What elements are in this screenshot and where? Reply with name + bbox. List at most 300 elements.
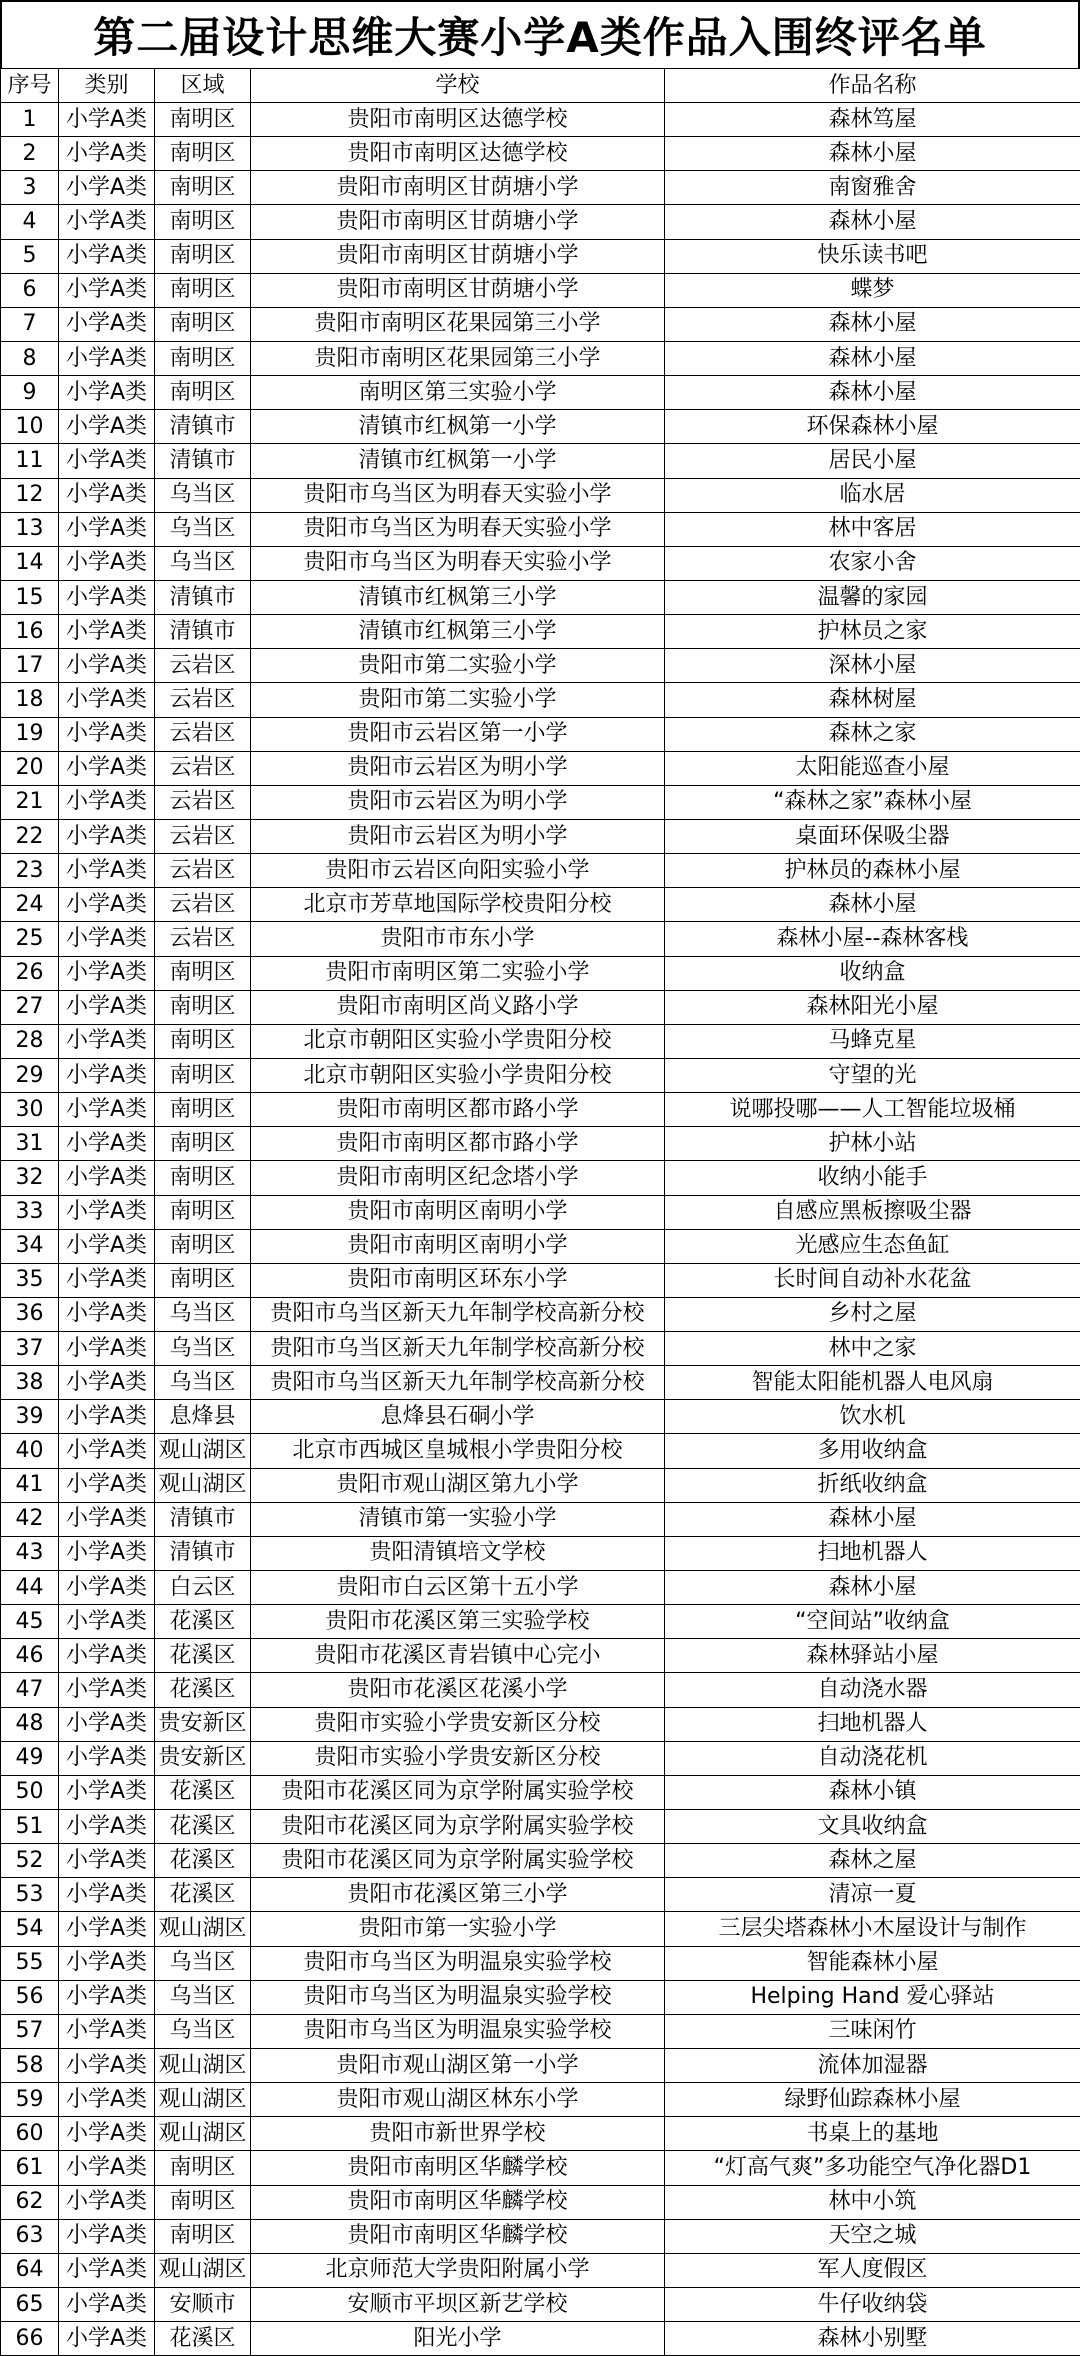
cell-index: 17 xyxy=(1,649,59,683)
cell-category: 小学A类 xyxy=(59,2083,155,2117)
cell-school: 安顺市平坝区新艺学校 xyxy=(251,2288,665,2322)
table-row xyxy=(1,307,1080,341)
cell-category: 小学A类 xyxy=(59,2049,155,2083)
cell-category: 小学A类 xyxy=(59,1229,155,1263)
cell-region: 安顺市 xyxy=(155,2288,251,2322)
cell-school: 贵阳市南明区甘荫塘小学 xyxy=(251,205,665,239)
cell-region: 观山湖区 xyxy=(155,1434,251,1468)
cell-region: 花溪区 xyxy=(155,1673,251,1707)
cell-index: 51 xyxy=(1,1810,59,1844)
cell-region: 花溪区 xyxy=(155,1844,251,1878)
table-row xyxy=(1,376,1080,410)
cell-region: 南明区 xyxy=(155,1195,251,1229)
cell-region: 云岩区 xyxy=(155,717,251,751)
cell-school: 贵阳市花溪区同为京学附属实验学校 xyxy=(251,1775,665,1809)
table-row xyxy=(1,717,1080,751)
cell-work-title: 三层尖塔森林小木屋设计与制作 xyxy=(665,1912,1080,1946)
cell-category: 小学A类 xyxy=(59,2014,155,2048)
cell-category: 小学A类 xyxy=(59,819,155,853)
cell-work-title: 森林阳光小屋 xyxy=(665,990,1080,1024)
cell-index: 28 xyxy=(1,1024,59,1058)
cell-school: 贵阳市花溪区同为京学附属实验学校 xyxy=(251,1844,665,1878)
cell-region: 观山湖区 xyxy=(155,2049,251,2083)
cell-index: 2 xyxy=(1,137,59,171)
cell-work-title: 光感应生态鱼缸 xyxy=(665,1229,1080,1263)
cell-category: 小学A类 xyxy=(59,1810,155,1844)
cell-work-title: 护林员之家 xyxy=(665,615,1080,649)
cell-index: 60 xyxy=(1,2117,59,2151)
cell-school: 贵阳市乌当区为明温泉实验学校 xyxy=(251,2014,665,2048)
table-row xyxy=(1,1707,1080,1741)
cell-index: 43 xyxy=(1,1536,59,1570)
cell-school: 贵阳市南明区达德学校 xyxy=(251,137,665,171)
cell-category: 小学A类 xyxy=(59,2151,155,2185)
cell-work-title: 森林小别墅 xyxy=(665,2322,1080,2356)
table-row xyxy=(1,1468,1080,1502)
cell-category: 小学A类 xyxy=(59,888,155,922)
cell-region: 南明区 xyxy=(155,2151,251,2185)
cell-category: 小学A类 xyxy=(59,1366,155,1400)
cell-category: 小学A类 xyxy=(59,1605,155,1639)
cell-index: 4 xyxy=(1,205,59,239)
cell-school: 贵阳市乌当区新天九年制学校高新分校 xyxy=(251,1332,665,1366)
cell-category: 小学A类 xyxy=(59,1980,155,2014)
cell-region: 南明区 xyxy=(155,307,251,341)
cell-work-title: 临水居 xyxy=(665,478,1080,512)
cell-school: 贵阳市云岩区第一小学 xyxy=(251,717,665,751)
cell-work-title: 守望的光 xyxy=(665,1058,1080,1092)
cell-category: 小学A类 xyxy=(59,1502,155,1536)
cell-index: 47 xyxy=(1,1673,59,1707)
table-row xyxy=(1,580,1080,614)
cell-index: 59 xyxy=(1,2083,59,2117)
cell-region: 乌当区 xyxy=(155,2014,251,2048)
table-row xyxy=(1,615,1080,649)
cell-region: 南明区 xyxy=(155,171,251,205)
cell-school: 贵阳市云岩区为明小学 xyxy=(251,751,665,785)
table-row xyxy=(1,1297,1080,1331)
cell-school: 贵阳市花溪区第三小学 xyxy=(251,1878,665,1912)
cell-region: 花溪区 xyxy=(155,1775,251,1809)
cell-index: 18 xyxy=(1,683,59,717)
cell-category: 小学A类 xyxy=(59,1707,155,1741)
cell-school: 贵阳市南明区尚义路小学 xyxy=(251,990,665,1024)
cell-region: 观山湖区 xyxy=(155,2253,251,2287)
column-header-school: 学校 xyxy=(251,69,665,103)
cell-work-title: 温馨的家园 xyxy=(665,580,1080,614)
cell-school: 贵阳市南明区环东小学 xyxy=(251,1263,665,1297)
cell-category: 小学A类 xyxy=(59,1775,155,1809)
table-row xyxy=(1,239,1080,273)
table-row xyxy=(1,1946,1080,1980)
table-row xyxy=(1,512,1080,546)
cell-school: 贵阳市观山湖区林东小学 xyxy=(251,2083,665,2117)
column-header-index: 序号 xyxy=(1,69,59,103)
cell-work-title: 森林驿站小屋 xyxy=(665,1639,1080,1673)
table-row xyxy=(1,137,1080,171)
table-row xyxy=(1,2117,1080,2151)
cell-school: 北京师范大学贵阳附属小学 xyxy=(251,2253,665,2287)
cell-school: 贵阳市花溪区青岩镇中心完小 xyxy=(251,1639,665,1673)
cell-work-title: 桌面环保吸尘器 xyxy=(665,819,1080,853)
cell-index: 55 xyxy=(1,1946,59,1980)
cell-category: 小学A类 xyxy=(59,854,155,888)
cell-category: 小学A类 xyxy=(59,341,155,375)
cell-school: 息烽县石硐小学 xyxy=(251,1400,665,1434)
column-header-category: 类别 xyxy=(59,69,155,103)
cell-region: 南明区 xyxy=(155,239,251,273)
cell-work-title: 饮水机 xyxy=(665,1400,1080,1434)
cell-region: 南明区 xyxy=(155,1058,251,1092)
cell-region: 花溪区 xyxy=(155,2322,251,2356)
cell-category: 小学A类 xyxy=(59,956,155,990)
cell-category: 小学A类 xyxy=(59,1844,155,1878)
cell-category: 小学A类 xyxy=(59,1673,155,1707)
cell-category: 小学A类 xyxy=(59,307,155,341)
cell-work-title: 自动浇水器 xyxy=(665,1673,1080,1707)
cell-work-title: 乡村之屋 xyxy=(665,1297,1080,1331)
cell-work-title: “森林之家”森林小屋 xyxy=(665,785,1080,819)
cell-work-title: 智能森林小屋 xyxy=(665,1946,1080,1980)
cell-region: 南明区 xyxy=(155,205,251,239)
cell-index: 63 xyxy=(1,2219,59,2253)
cell-region: 贵安新区 xyxy=(155,1741,251,1775)
table-row xyxy=(1,2322,1080,2356)
cell-region: 南明区 xyxy=(155,1263,251,1297)
cell-work-title: 森林小镇 xyxy=(665,1775,1080,1809)
cell-work-title: 牛仔收纳袋 xyxy=(665,2288,1080,2322)
table-row xyxy=(1,922,1080,956)
cell-category: 小学A类 xyxy=(59,1195,155,1229)
table-row xyxy=(1,273,1080,307)
cell-region: 南明区 xyxy=(155,341,251,375)
page-title: 第二届设计思维大赛小学A类作品入围终评名单 xyxy=(0,0,1080,68)
cell-region: 清镇市 xyxy=(155,410,251,444)
cell-school: 贵阳市乌当区为明温泉实验学校 xyxy=(251,1946,665,1980)
cell-category: 小学A类 xyxy=(59,478,155,512)
cell-school: 贵阳市云岩区向阳实验小学 xyxy=(251,854,665,888)
cell-index: 20 xyxy=(1,751,59,785)
cell-school: 阳光小学 xyxy=(251,2322,665,2356)
cell-work-title: 森林笃屋 xyxy=(665,103,1080,137)
cell-region: 南明区 xyxy=(155,1229,251,1263)
table-row xyxy=(1,1912,1080,1946)
table-row xyxy=(1,1639,1080,1673)
cell-category: 小学A类 xyxy=(59,1639,155,1673)
cell-region: 清镇市 xyxy=(155,1536,251,1570)
table-row xyxy=(1,649,1080,683)
cell-work-title: 居民小屋 xyxy=(665,444,1080,478)
cell-school: 北京市芳草地国际学校贵阳分校 xyxy=(251,888,665,922)
cell-work-title: 森林小屋 xyxy=(665,307,1080,341)
cell-index: 14 xyxy=(1,546,59,580)
cell-category: 小学A类 xyxy=(59,171,155,205)
cell-work-title: 书桌上的基地 xyxy=(665,2117,1080,2151)
cell-school: 贵阳市南明区达德学校 xyxy=(251,103,665,137)
cell-work-title: 绿野仙踪森林小屋 xyxy=(665,2083,1080,2117)
cell-index: 37 xyxy=(1,1332,59,1366)
cell-work-title: 深林小屋 xyxy=(665,649,1080,683)
cell-region: 南明区 xyxy=(155,273,251,307)
cell-school: 北京市朝阳区实验小学贵阳分校 xyxy=(251,1058,665,1092)
cell-school: 贵阳市南明区甘荫塘小学 xyxy=(251,273,665,307)
cell-school: 南明区第三实验小学 xyxy=(251,376,665,410)
cell-region: 花溪区 xyxy=(155,1810,251,1844)
cell-index: 57 xyxy=(1,2014,59,2048)
cell-work-title: 军人度假区 xyxy=(665,2253,1080,2287)
cell-category: 小学A类 xyxy=(59,990,155,1024)
cell-school: 贵阳市南明区花果园第三小学 xyxy=(251,341,665,375)
cell-category: 小学A类 xyxy=(59,1058,155,1092)
cell-region: 南明区 xyxy=(155,1127,251,1161)
cell-school: 贵阳市观山湖区第九小学 xyxy=(251,1468,665,1502)
cell-index: 45 xyxy=(1,1605,59,1639)
cell-work-title: 流体加湿器 xyxy=(665,2049,1080,2083)
cell-school: 贵阳市乌当区为明春天实验小学 xyxy=(251,546,665,580)
table-row xyxy=(1,2014,1080,2048)
table-row xyxy=(1,1571,1080,1605)
column-header-work-title: 作品名称 xyxy=(665,69,1080,103)
cell-region: 白云区 xyxy=(155,1571,251,1605)
cell-category: 小学A类 xyxy=(59,1024,155,1058)
cell-work-title: 林中小筑 xyxy=(665,2185,1080,2219)
cell-region: 南明区 xyxy=(155,956,251,990)
cell-school: 贵阳市南明区都市路小学 xyxy=(251,1093,665,1127)
table-row xyxy=(1,1502,1080,1536)
cell-index: 24 xyxy=(1,888,59,922)
cell-region: 观山湖区 xyxy=(155,1912,251,1946)
cell-school: 贵阳市云岩区为明小学 xyxy=(251,785,665,819)
cell-category: 小学A类 xyxy=(59,580,155,614)
cell-index: 65 xyxy=(1,2288,59,2322)
cell-category: 小学A类 xyxy=(59,1127,155,1161)
cell-region: 南明区 xyxy=(155,137,251,171)
cell-school: 贵阳市花溪区同为京学附属实验学校 xyxy=(251,1810,665,1844)
table-row xyxy=(1,546,1080,580)
cell-index: 52 xyxy=(1,1844,59,1878)
cell-region: 花溪区 xyxy=(155,1605,251,1639)
cell-index: 54 xyxy=(1,1912,59,1946)
cell-category: 小学A类 xyxy=(59,546,155,580)
table-row xyxy=(1,341,1080,375)
table-row xyxy=(1,444,1080,478)
cell-region: 云岩区 xyxy=(155,649,251,683)
table-row xyxy=(1,171,1080,205)
cell-school: 贵阳市乌当区为明春天实验小学 xyxy=(251,478,665,512)
cell-school: 贵阳市观山湖区第一小学 xyxy=(251,2049,665,2083)
cell-school: 贵阳市实验小学贵安新区分校 xyxy=(251,1741,665,1775)
cell-work-title: 农家小舍 xyxy=(665,546,1080,580)
cell-category: 小学A类 xyxy=(59,376,155,410)
cell-category: 小学A类 xyxy=(59,922,155,956)
cell-category: 小学A类 xyxy=(59,2117,155,2151)
cell-region: 南明区 xyxy=(155,1024,251,1058)
cell-school: 贵阳市南明区华麟学校 xyxy=(251,2185,665,2219)
cell-school: 贵阳市南明区第二实验小学 xyxy=(251,956,665,990)
table-row xyxy=(1,1161,1080,1195)
table-row xyxy=(1,205,1080,239)
cell-category: 小学A类 xyxy=(59,1536,155,1570)
table-row xyxy=(1,2151,1080,2185)
cell-region: 清镇市 xyxy=(155,1502,251,1536)
cell-category: 小学A类 xyxy=(59,2219,155,2253)
cell-work-title: 森林树屋 xyxy=(665,683,1080,717)
cell-school: 贵阳市南明区都市路小学 xyxy=(251,1127,665,1161)
cell-work-title: 扫地机器人 xyxy=(665,1536,1080,1570)
table-row xyxy=(1,1332,1080,1366)
cell-school: 北京市西城区皇城根小学贵阳分校 xyxy=(251,1434,665,1468)
cell-region: 贵安新区 xyxy=(155,1707,251,1741)
cell-category: 小学A类 xyxy=(59,512,155,546)
cell-work-title: 马蜂克星 xyxy=(665,1024,1080,1058)
cell-school: 贵阳市第二实验小学 xyxy=(251,649,665,683)
cell-work-title: 森林小屋 xyxy=(665,1502,1080,1536)
cell-region: 南明区 xyxy=(155,990,251,1024)
cell-category: 小学A类 xyxy=(59,205,155,239)
cell-work-title: 太阳能巡查小屋 xyxy=(665,751,1080,785)
cell-work-title: 自感应黑板擦吸尘器 xyxy=(665,1195,1080,1229)
cell-region: 乌当区 xyxy=(155,1980,251,2014)
cell-index: 44 xyxy=(1,1571,59,1605)
cell-work-title: 快乐读书吧 xyxy=(665,239,1080,273)
cell-index: 40 xyxy=(1,1434,59,1468)
table-row xyxy=(1,854,1080,888)
cell-work-title: 清凉一夏 xyxy=(665,1878,1080,1912)
table-row xyxy=(1,1366,1080,1400)
cell-index: 30 xyxy=(1,1093,59,1127)
cell-category: 小学A类 xyxy=(59,1332,155,1366)
table-row xyxy=(1,785,1080,819)
cell-region: 观山湖区 xyxy=(155,2117,251,2151)
cell-region: 云岩区 xyxy=(155,922,251,956)
cell-work-title: 环保森林小屋 xyxy=(665,410,1080,444)
table-row xyxy=(1,990,1080,1024)
cell-index: 8 xyxy=(1,341,59,375)
cell-category: 小学A类 xyxy=(59,1571,155,1605)
cell-work-title: 森林之屋 xyxy=(665,1844,1080,1878)
cell-index: 21 xyxy=(1,785,59,819)
table-row xyxy=(1,103,1080,137)
cell-category: 小学A类 xyxy=(59,444,155,478)
table-row xyxy=(1,1400,1080,1434)
cell-school: 贵阳市花溪区第三实验学校 xyxy=(251,1605,665,1639)
cell-work-title: Helping Hand 爱心驿站 xyxy=(665,1980,1080,2014)
cell-region: 云岩区 xyxy=(155,785,251,819)
cell-school: 贵阳市乌当区为明温泉实验学校 xyxy=(251,1980,665,2014)
cell-school: 贵阳清镇培文学校 xyxy=(251,1536,665,1570)
cell-index: 50 xyxy=(1,1775,59,1809)
cell-region: 南明区 xyxy=(155,103,251,137)
cell-school: 贵阳市市东小学 xyxy=(251,922,665,956)
cell-index: 10 xyxy=(1,410,59,444)
cell-category: 小学A类 xyxy=(59,1093,155,1127)
cell-region: 南明区 xyxy=(155,1161,251,1195)
cell-work-title: 森林之家 xyxy=(665,717,1080,751)
table-row xyxy=(1,1229,1080,1263)
table-row xyxy=(1,2253,1080,2287)
cell-category: 小学A类 xyxy=(59,1946,155,1980)
table-row xyxy=(1,956,1080,990)
cell-work-title: 森林小屋 xyxy=(665,888,1080,922)
table-row xyxy=(1,1605,1080,1639)
table-row xyxy=(1,1024,1080,1058)
table-row xyxy=(1,1878,1080,1912)
cell-category: 小学A类 xyxy=(59,2288,155,2322)
cell-work-title: 南窗雅舍 xyxy=(665,171,1080,205)
table-row xyxy=(1,410,1080,444)
cell-work-title: “空间站”收纳盒 xyxy=(665,1605,1080,1639)
cell-category: 小学A类 xyxy=(59,137,155,171)
cell-category: 小学A类 xyxy=(59,1468,155,1502)
cell-index: 23 xyxy=(1,854,59,888)
cell-school: 贵阳市第一实验小学 xyxy=(251,1912,665,1946)
table-row xyxy=(1,1263,1080,1297)
cell-index: 48 xyxy=(1,1707,59,1741)
finalist-table xyxy=(0,68,1080,2356)
table-row xyxy=(1,2219,1080,2253)
cell-school: 清镇市红枫第三小学 xyxy=(251,615,665,649)
table-header-row xyxy=(1,69,1080,103)
cell-work-title: 收纳小能手 xyxy=(665,1161,1080,1195)
cell-category: 小学A类 xyxy=(59,239,155,273)
cell-category: 小学A类 xyxy=(59,410,155,444)
cell-index: 39 xyxy=(1,1400,59,1434)
cell-region: 乌当区 xyxy=(155,478,251,512)
cell-index: 64 xyxy=(1,2253,59,2287)
cell-work-title: 森林小屋 xyxy=(665,1571,1080,1605)
cell-category: 小学A类 xyxy=(59,717,155,751)
cell-category: 小学A类 xyxy=(59,1263,155,1297)
table-row xyxy=(1,1093,1080,1127)
cell-work-title: 护林小站 xyxy=(665,1127,1080,1161)
cell-category: 小学A类 xyxy=(59,1297,155,1331)
cell-school: 贵阳市南明区甘荫塘小学 xyxy=(251,239,665,273)
cell-region: 云岩区 xyxy=(155,819,251,853)
cell-index: 9 xyxy=(1,376,59,410)
cell-work-title: 长时间自动补水花盆 xyxy=(665,1263,1080,1297)
cell-region: 乌当区 xyxy=(155,1366,251,1400)
table-row xyxy=(1,1536,1080,1570)
table-row xyxy=(1,478,1080,512)
cell-work-title: 森林小屋 xyxy=(665,341,1080,375)
table-row xyxy=(1,1980,1080,2014)
cell-index: 26 xyxy=(1,956,59,990)
table-row xyxy=(1,1434,1080,1468)
table-row xyxy=(1,2083,1080,2117)
cell-category: 小学A类 xyxy=(59,1878,155,1912)
cell-category: 小学A类 xyxy=(59,683,155,717)
cell-region: 乌当区 xyxy=(155,512,251,546)
cell-region: 乌当区 xyxy=(155,546,251,580)
cell-school: 贵阳市南明区甘荫塘小学 xyxy=(251,171,665,205)
table-row xyxy=(1,1741,1080,1775)
cell-work-title: 智能太阳能机器人电风扇 xyxy=(665,1366,1080,1400)
cell-index: 58 xyxy=(1,2049,59,2083)
cell-region: 云岩区 xyxy=(155,683,251,717)
cell-region: 云岩区 xyxy=(155,888,251,922)
cell-region: 乌当区 xyxy=(155,1946,251,1980)
cell-region: 花溪区 xyxy=(155,1878,251,1912)
table-row xyxy=(1,1775,1080,1809)
cell-work-title: 自动浇花机 xyxy=(665,1741,1080,1775)
table-row xyxy=(1,2049,1080,2083)
cell-index: 61 xyxy=(1,2151,59,2185)
cell-index: 19 xyxy=(1,717,59,751)
table-row xyxy=(1,1195,1080,1229)
cell-category: 小学A类 xyxy=(59,1400,155,1434)
cell-region: 观山湖区 xyxy=(155,1468,251,1502)
cell-work-title: 天空之城 xyxy=(665,2219,1080,2253)
